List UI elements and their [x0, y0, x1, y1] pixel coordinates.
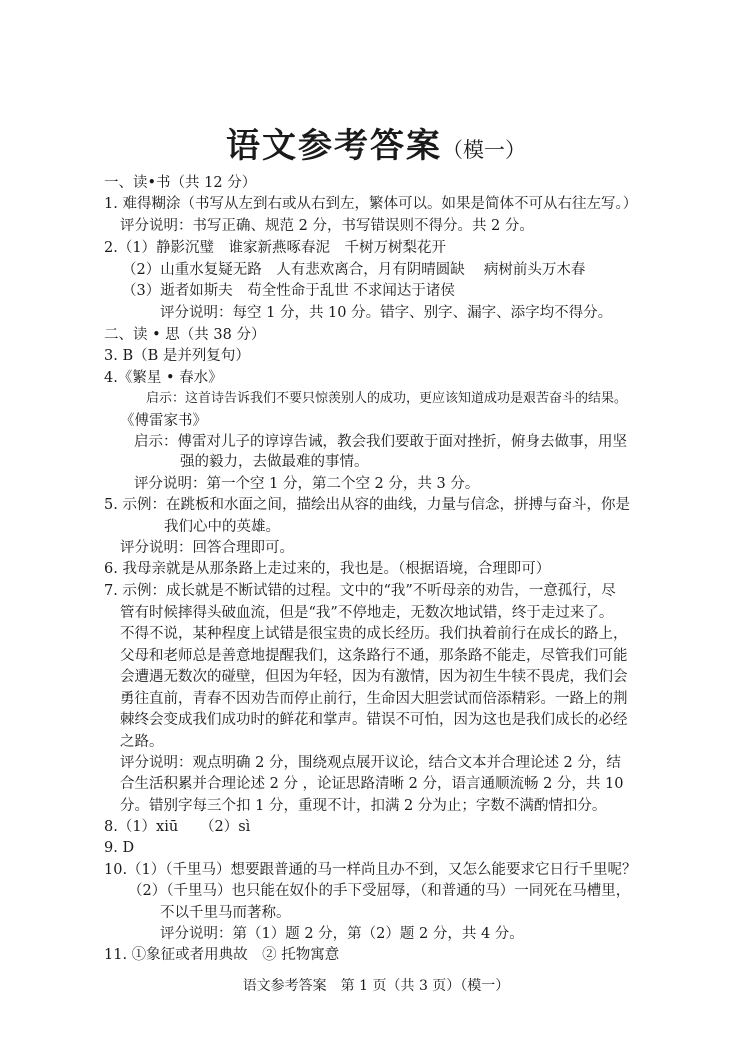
answer-line: 不以千里马而著称。: [160, 905, 291, 921]
page-footer: 语文参考答案 第 1 页（共 3 页）（模一）: [242, 978, 510, 994]
scoring-note: 分。错别字每三个扣 1 分，重现不计，扣满 2 分为止；字数不满酌情扣分。: [120, 798, 607, 814]
scoring-note: 合生活积累并合理论述 2 分 ，论证思路清晰 2 分，语言通顺流畅 2 分，共 10: [120, 776, 624, 792]
scoring-note: 评分说明：回答合理即可。: [120, 540, 294, 556]
answer-line: 启示：傅雷对儿子的谆谆告诫，教会我们要敢于面对挫折，俯身去做事，用坚: [134, 434, 627, 450]
answer-line: 8.（1）xiū （2）sì: [104, 819, 251, 835]
answer-line: 11. ①象征或者用典故 ② 托物寓意: [104, 947, 340, 963]
answer-line: 勇往直前，青春不因劝告而停止前行，生命因大胆尝试而倍添精彩。一路上的荆: [120, 691, 628, 707]
answer-line: （3）逝者如斯夫 苟全性命于乱世 不求闻达于诸侯: [122, 283, 455, 299]
title-main: 语文参考答案: [226, 126, 442, 166]
scoring-note: 评分说明：观点明确 2 分，围绕观点展开议论，结合文本并合理论述 2 分，结: [120, 755, 621, 771]
answer-line: 启示：这首诗告诉我们不要只惊羡别人的成功，更应该知道成功是艰苦奋斗的结果。: [146, 391, 628, 406]
page-title: [0, 118, 752, 167]
scoring-note: 评分说明：书写正确、规范 2 分，书写错误则不得分。共 2 分。: [120, 218, 534, 234]
answer-line: 不得不说，某种程度上试错是很宝贵的成长经历。我们执着前行在成长的路上，: [120, 626, 628, 642]
section-heading-1: 一、读•书（共 12 分）: [104, 175, 257, 191]
scoring-note: 评分说明：第一个空 1 分，第二个空 2 分，共 3 分。: [134, 476, 480, 492]
answer-line: 父母和老师总是善意地提醒我们，这条路行不通，那条路不能走，尽管我们可能: [120, 648, 628, 664]
answer-line: 6. 我母亲就是从那条路上走过来的，我也是。（根据语境，合理即可）: [104, 561, 551, 577]
answer-line: 2.（1）静影沉璧 谁家新燕啄春泥 千树万树梨花开: [104, 240, 447, 256]
answer-line: 强的毅力，去做最难的事情。: [180, 454, 369, 470]
answer-line: 棘终会变成我们成功时的鲜花和掌声。错误不可怕，因为这也是我们成长的必经: [120, 712, 628, 728]
section-heading-2: 二、读 • 思（共 38 分）: [104, 327, 266, 343]
answer-line: （2）（千里马）也只能在奴仆的手下受屈辱，（和普通的马）一同死在马槽里，: [128, 883, 631, 899]
scoring-note: 评分说明：每空 1 分，共 10 分。错字、别字、漏字、添字均不得分。: [160, 305, 613, 321]
answer-line: 3. B（B 是并列复句）: [104, 348, 250, 364]
answer-line: 1. 难得糊涂（书写从左到右或从右到左，繁体可以。如果是简体不可从右往左写。）: [104, 196, 638, 212]
answer-line: 管有时候摔得头破血流，但是“我”不停地走，无数次地试错，终于走过来了。: [120, 605, 614, 621]
title-sub: （模一）: [442, 138, 526, 162]
answer-line: 7. 示例：成长就是不断试错的过程。文中的“我”不听母亲的劝告，一意孤行，尽: [104, 583, 616, 599]
answer-line: 会遭遇无数次的碰壁，但因为年轻，因为有激情，因为初生牛犊不畏虎，我们会: [120, 669, 628, 685]
answer-line: 《傅雷家书》: [120, 413, 207, 429]
answer-line: 10.（1）（千里马）想要跟普通的马一样尚且办不到，又怎么能要求它日行千里呢？: [104, 862, 637, 878]
answer-line: （2）山重水复疑无路 人有悲欢离合，月有阴晴圆缺 病树前头万木春: [122, 262, 586, 278]
answer-line: 9. D: [104, 840, 135, 856]
scoring-note: 评分说明：第（1）题 2 分，第（2）题 2 分，共 4 分。: [160, 926, 524, 942]
answer-line: 之路。: [120, 734, 164, 750]
answer-line: 我们心中的英雄。: [164, 519, 280, 535]
answer-line: 5. 示例：在跳板和水面之间，描绘出从容的曲线，力量与信念，拼搏与奋斗，你是: [104, 497, 630, 513]
answer-line: 4.《繁星 • 春水》: [104, 370, 223, 386]
